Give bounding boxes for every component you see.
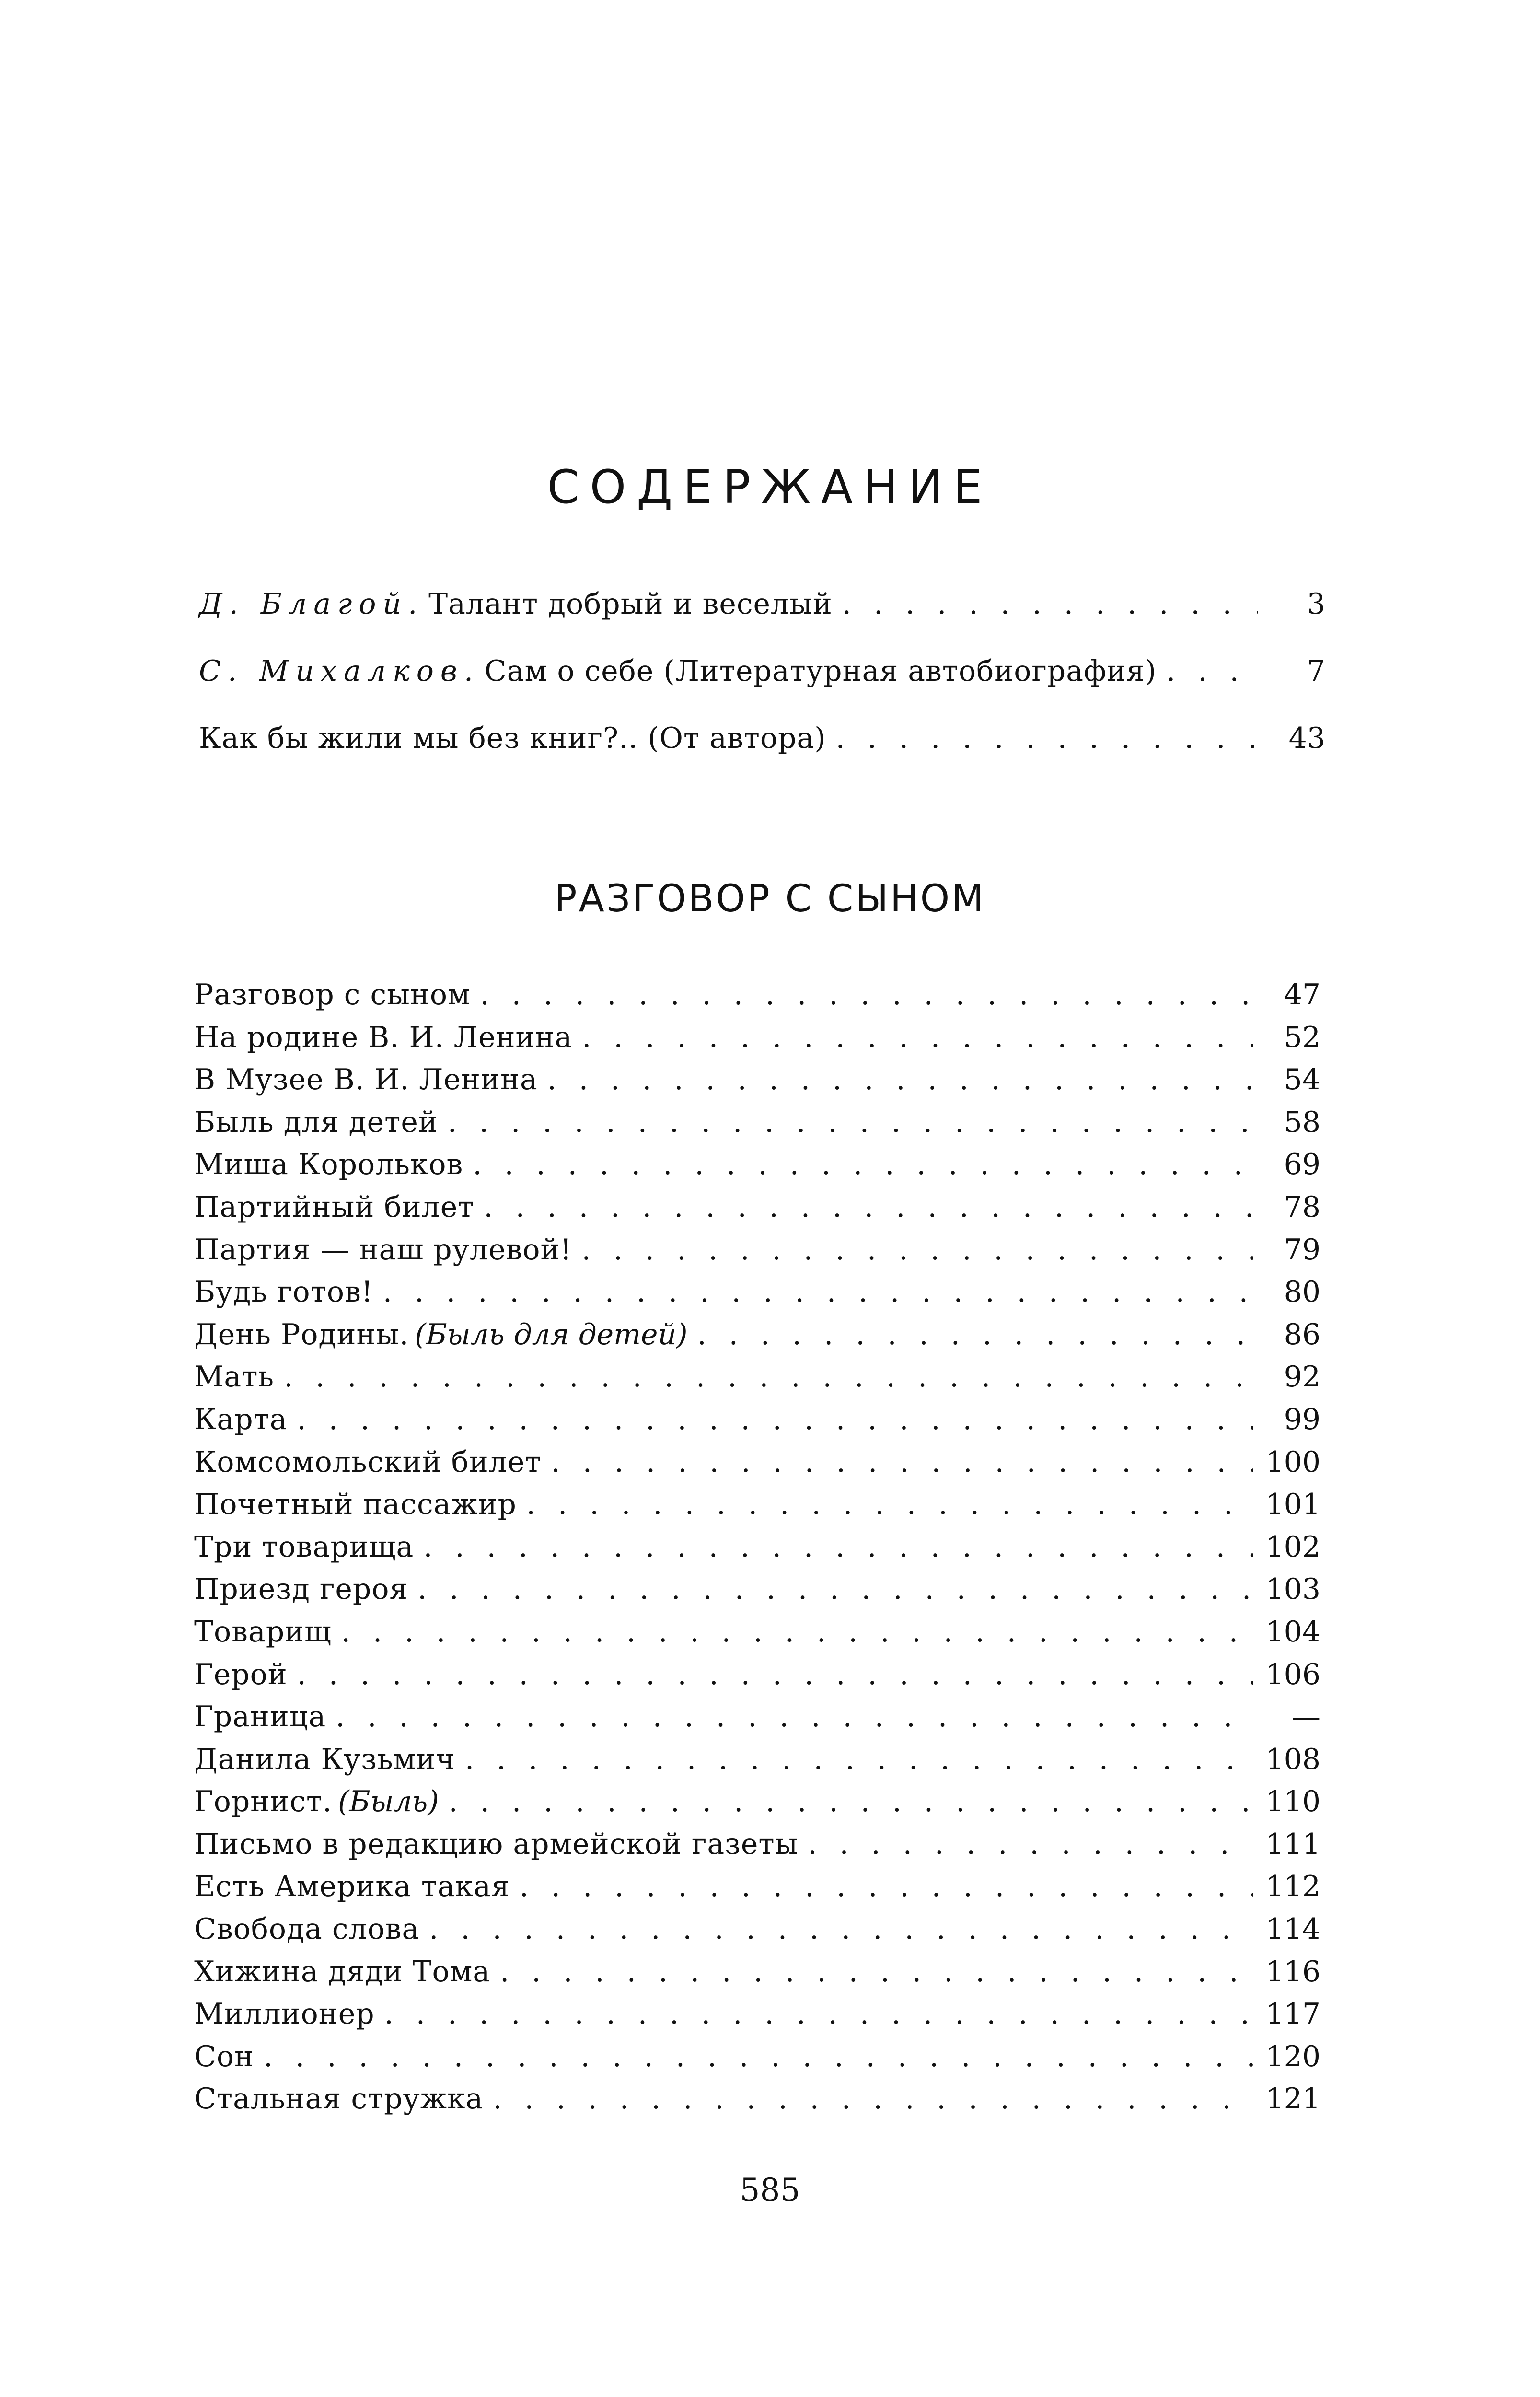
toc-entry-text (194, 1233, 572, 1267)
dot-leader (697, 1320, 1253, 1349)
toc-entry (194, 1150, 1320, 1193)
toc-entry-title: Партия — наш рулевой! (194, 1233, 572, 1267)
toc-entry (194, 1572, 1320, 1617)
toc-entry (194, 1617, 1320, 1660)
toc-entry-text (194, 1360, 275, 1394)
toc-entry (194, 1235, 1320, 1278)
toc-entry-title: Разговор с сыном (194, 978, 471, 1012)
toc-entry-page: 110 (1265, 1785, 1320, 1819)
toc-entry (194, 1490, 1320, 1533)
toc-entry-title: Стальная стружка (194, 2082, 484, 2116)
toc-entry (194, 1997, 1320, 2042)
section-title: РАЗГОВОР С СЫНОМ (554, 877, 986, 920)
toc-entry-text (194, 1063, 538, 1097)
dot-leader (473, 1150, 1253, 1179)
toc-entry-page: 114 (1265, 1912, 1320, 1946)
toc-entry-page: 86 (1284, 1317, 1320, 1351)
dot-leader (423, 1533, 1253, 1561)
toc-entry-page: 108 (1265, 1742, 1320, 1776)
toc-entry-page: 117 (1265, 1997, 1320, 2031)
toc-entry-text (194, 978, 471, 1012)
toc-entry-text (194, 1955, 491, 1989)
toc-entry-page: 104 (1265, 1615, 1320, 1649)
toc-entry-text (194, 2082, 484, 2116)
dot-leader (336, 1702, 1253, 1731)
toc-entry-page: 100 (1265, 1445, 1320, 1479)
toc-entry-text (199, 654, 1157, 688)
toc-entry-page: 112 (1265, 1870, 1320, 1904)
toc-entry (194, 2084, 1320, 2127)
toc-entry-text (199, 587, 833, 621)
toc-entry-page: 54 (1284, 1063, 1320, 1097)
toc-entry (194, 980, 1320, 1023)
toc-entry-text (194, 1488, 517, 1522)
toc-entry-author: Д. Благой. (199, 587, 424, 621)
toc-entry (194, 1530, 1320, 1575)
dot-leader (297, 1405, 1253, 1434)
toc-entry-page: 52 (1284, 1020, 1320, 1054)
dot-leader (547, 1065, 1253, 1094)
toc-entry-text (194, 1572, 408, 1606)
toc-entry-page: 103 (1265, 1572, 1320, 1606)
toc-entry (194, 1275, 1320, 1320)
toc-entry-page: — (1292, 1700, 1320, 1734)
toc-entry (194, 1787, 1320, 1830)
dot-leader (484, 1193, 1253, 1222)
toc-entry (194, 1827, 1320, 1873)
dot-leader (383, 1278, 1253, 1306)
toc-entry-title: Мать (194, 1360, 275, 1394)
toc-entry-page: 80 (1284, 1275, 1320, 1309)
toc-entry-text (194, 1530, 414, 1564)
toc-entry-page: 102 (1265, 1530, 1320, 1564)
toc-entry-title: Граница (194, 1700, 326, 1734)
dot-leader (526, 1490, 1253, 1519)
toc-entry-text (194, 1190, 475, 1224)
toc-entry-title: На родине В. И. Ленина (194, 1020, 573, 1054)
toc-entry-text (194, 1402, 288, 1436)
toc-list (194, 980, 1320, 2127)
toc-entry-title: Миллионер (194, 1997, 375, 2031)
toc-entry-title: Письмо в редакцию армейской газеты (194, 1827, 799, 1861)
toc-entry-title: Комсомольский билет (194, 1445, 542, 1479)
toc-entry (194, 1402, 1320, 1448)
toc-entry-text (194, 1657, 288, 1691)
toc-entry (194, 1742, 1320, 1788)
dot-leader (284, 1362, 1253, 1391)
dot-leader (1166, 657, 1258, 686)
toc-entry (194, 1317, 1320, 1363)
dot-leader (341, 1617, 1253, 1646)
page-number: 585 (740, 2172, 800, 2209)
toc-entry-title: Талант добрый и веселый (428, 587, 833, 621)
toc-entry (194, 1912, 1320, 1957)
toc-entry (194, 1362, 1320, 1405)
toc-entry-text (194, 1912, 420, 1946)
page-title: СОДЕРЖАНИЕ (547, 460, 993, 514)
toc-entry-text (194, 1615, 332, 1649)
toc-entry-page: 116 (1265, 1955, 1320, 1989)
toc-entry-text (194, 1020, 573, 1054)
toc-entry-text (194, 1317, 688, 1351)
front-matter-list (199, 587, 1325, 791)
toc-entry (194, 1020, 1320, 1066)
toc-entry-text (194, 1700, 326, 1734)
dot-leader (493, 2084, 1253, 2113)
dot-leader (520, 1872, 1253, 1901)
toc-entry (199, 587, 1325, 657)
toc-entry (194, 1957, 1320, 2000)
toc-entry-title: Товарищ (194, 1615, 332, 1649)
toc-entry-title: Сон (194, 2039, 255, 2073)
toc-entry-title: День Родины. (194, 1317, 409, 1351)
toc-entry-title: Будь готов! (194, 1275, 373, 1309)
dot-leader (836, 724, 1258, 753)
toc-entry-page: 47 (1284, 978, 1320, 1012)
dot-leader (808, 1830, 1253, 1859)
toc-entry-page: 3 (1307, 587, 1325, 621)
dot-leader (429, 1915, 1253, 1943)
toc-entry-page: 58 (1284, 1105, 1320, 1139)
toc-entry-title: Свобода слова (194, 1912, 420, 1946)
toc-entry (199, 654, 1325, 724)
toc-entry-page: 43 (1288, 721, 1325, 755)
toc-entry (194, 1702, 1320, 1745)
toc-entry (194, 1065, 1320, 1108)
toc-entry-text (194, 1997, 375, 2031)
toc-entry (194, 2039, 1320, 2085)
toc-entry-title: Данила Кузьмич (194, 1742, 455, 1776)
toc-entry-page: 120 (1265, 2039, 1320, 2073)
dot-leader (480, 980, 1253, 1009)
toc-entry-title: Почетный пассажир (194, 1488, 517, 1522)
toc-entry-page: 7 (1307, 654, 1325, 688)
toc-entry-text (194, 2039, 255, 2073)
toc-entry-page: 121 (1265, 2082, 1320, 2116)
dot-leader (264, 2042, 1253, 2071)
toc-entry-text (194, 1785, 439, 1819)
dot-leader (297, 1660, 1253, 1689)
toc-entry-page: 78 (1284, 1190, 1320, 1224)
dot-leader (384, 2000, 1253, 2028)
toc-entry-text (194, 1105, 438, 1139)
dot-leader (500, 1957, 1253, 1986)
toc-entry-text (194, 1445, 542, 1479)
toc-entry-title: Сам о себе (Литературная автобиография) (484, 654, 1157, 688)
toc-entry-text (194, 1827, 799, 1861)
toc-entry-title: В Музее В. И. Ленина (194, 1063, 538, 1097)
toc-entry-title: Карта (194, 1402, 288, 1436)
dot-leader (582, 1023, 1253, 1052)
toc-entry-text (194, 1870, 510, 1904)
toc-entry (194, 1445, 1320, 1490)
toc-entry-page: 99 (1284, 1402, 1320, 1436)
toc-entry-title: Герой (194, 1657, 288, 1691)
dot-leader (582, 1235, 1253, 1264)
toc-entry-title: Хижина дяди Тома (194, 1955, 491, 1989)
dot-leader (551, 1448, 1253, 1477)
toc-entry-page: 69 (1284, 1148, 1320, 1182)
toc-entry (194, 1105, 1320, 1151)
toc-entry-title: Партийный билет (194, 1190, 475, 1224)
toc-entry-title: Есть Америка такая (194, 1870, 510, 1904)
toc-entry-text (194, 1275, 373, 1309)
dot-leader (448, 1108, 1253, 1137)
toc-entry-text (194, 1148, 463, 1182)
dot-leader (842, 590, 1258, 618)
toc-entry-title: Три товарища (194, 1530, 414, 1564)
toc-entry (194, 1190, 1320, 1235)
toc-entry-subtitle: (Быль для детей) (415, 1317, 688, 1351)
toc-entry-title: Горнист. (194, 1785, 333, 1819)
toc-entry (199, 721, 1325, 791)
toc-entry-title: Приезд героя (194, 1572, 408, 1606)
toc-entry-title: Быль для детей (194, 1105, 438, 1139)
toc-entry-page: 111 (1265, 1827, 1320, 1861)
toc-entry-text (199, 721, 826, 755)
toc-entry-title: Миша Корольков (194, 1148, 463, 1182)
dot-leader (449, 1787, 1253, 1816)
toc-entry-page: 101 (1265, 1488, 1320, 1522)
toc-entry-page: 106 (1265, 1657, 1320, 1691)
toc-entry-page: 79 (1284, 1233, 1320, 1267)
toc-entry-page: 92 (1284, 1360, 1320, 1394)
toc-entry-text (194, 1742, 455, 1776)
toc-entry (194, 1657, 1320, 1703)
dot-leader (417, 1575, 1253, 1604)
toc-entry-author: С. Михалков. (199, 654, 480, 688)
toc-entry-title: Как бы жили мы без книг?.. (От автора) (199, 721, 826, 755)
dot-leader (465, 1745, 1253, 1774)
toc-entry (194, 1872, 1320, 1915)
toc-entry-subtitle: (Быль) (338, 1785, 439, 1819)
